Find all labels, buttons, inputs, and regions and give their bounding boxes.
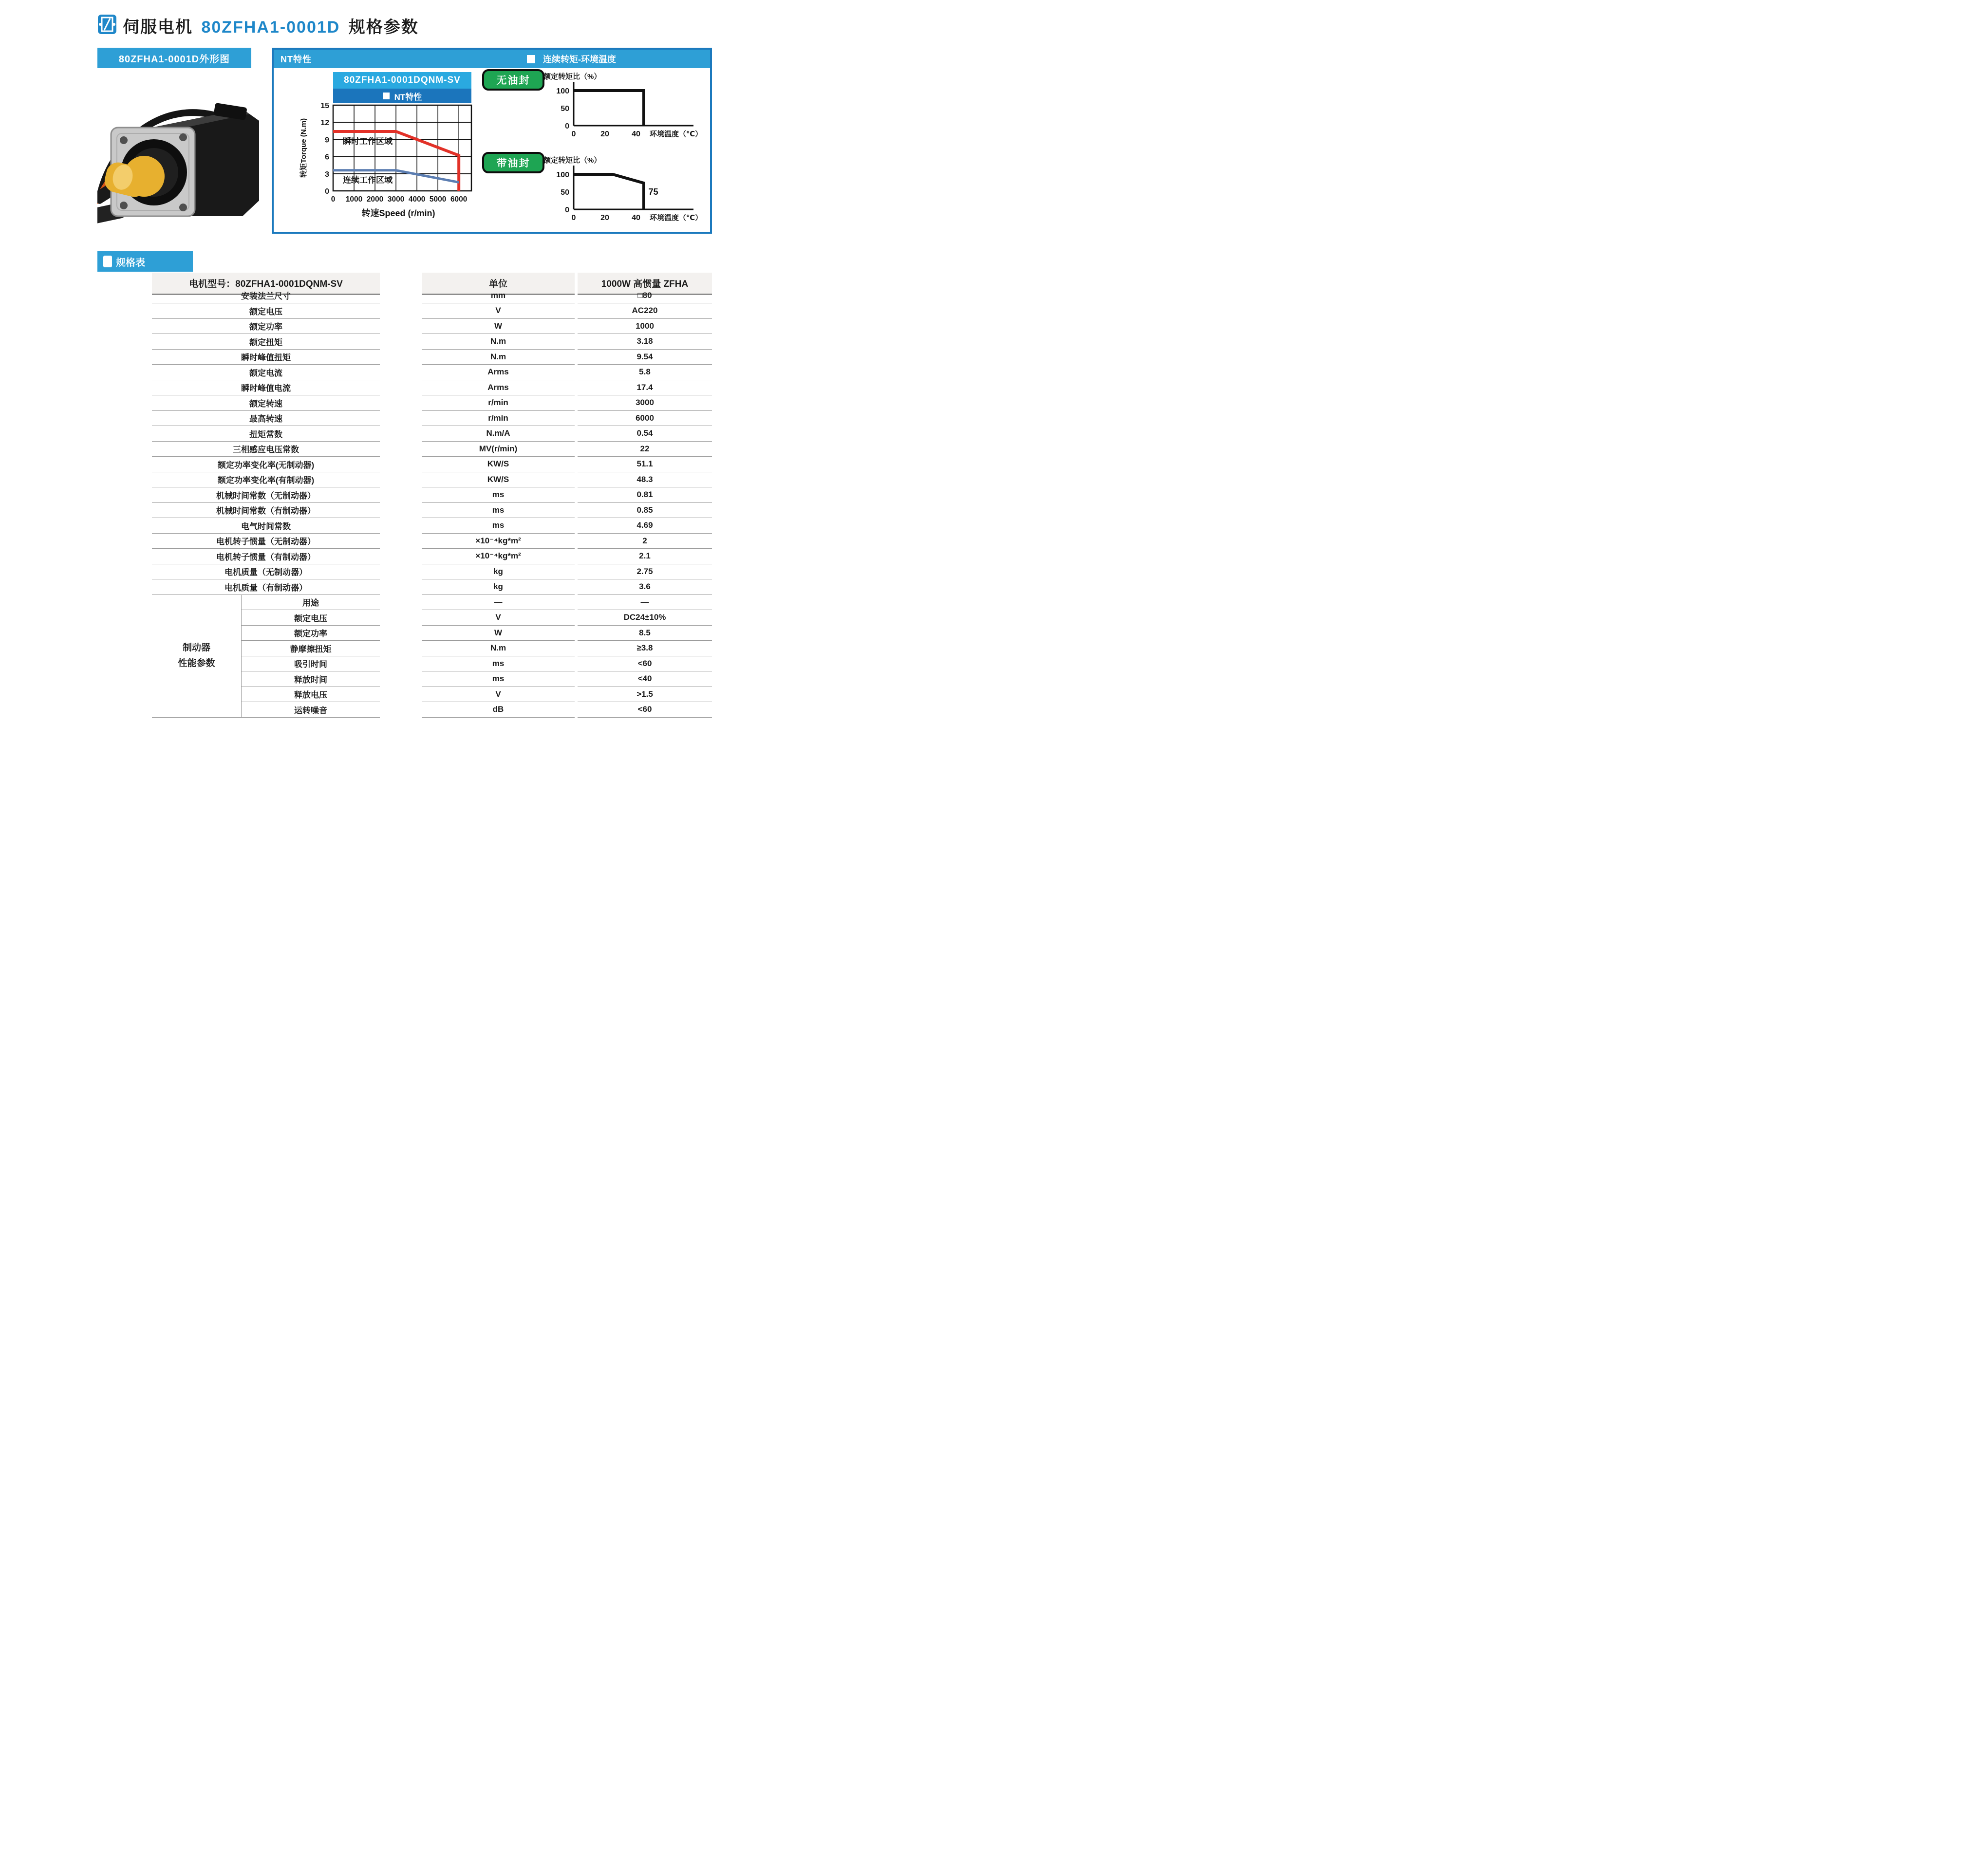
temp-ytick: 0	[565, 206, 569, 214]
no-oil-seal-button: 无油封	[482, 69, 544, 91]
brake-row-value: 8.5	[578, 626, 712, 641]
table-header-model: 电机型号：80ZFHA1-0001DQNM-SV	[152, 273, 380, 295]
brake-row-value: <60	[578, 702, 712, 718]
temp-xtick: 20	[600, 130, 609, 138]
nt-xtick: 1000	[345, 195, 363, 204]
temp-xtick: 0	[571, 214, 576, 222]
brake-row-name: 用途	[241, 595, 380, 611]
spec-row-unit: ms	[422, 518, 575, 534]
spec-row-unit: Arms	[422, 380, 575, 396]
spec-row-unit: ×10⁻⁴kg*m²	[422, 534, 575, 549]
spec-row-value: 1000	[578, 319, 712, 334]
brake-row-unit: ms	[422, 671, 575, 687]
spec-row-name: 电机转子惯量（有制动器）	[152, 549, 380, 564]
temp-ylabel: 额定转矩比（%）	[543, 156, 601, 165]
spec-row-unit: ms	[422, 487, 575, 503]
spec-row-name: 电机质量（有制动器）	[152, 579, 380, 595]
nt-chart-subtitle-bar	[333, 89, 471, 103]
spec-row-unit: ms	[422, 503, 575, 519]
with-oil-seal-button: 带油封	[482, 152, 544, 173]
nt-ytick: 6	[325, 153, 329, 162]
spec-row-name: 机械时间常数（有制动器）	[152, 503, 380, 519]
spec-row-unit: Arms	[422, 365, 575, 380]
brake-row-unit: W	[422, 626, 575, 641]
spec-banner-label: 规格表	[116, 257, 145, 268]
page-title-model: 80ZFHA1-0001D	[201, 18, 340, 37]
temp-xtick: 40	[632, 130, 640, 138]
spec-row-value: AC220	[578, 303, 712, 319]
temp-xtick: 0	[571, 130, 576, 138]
spec-row-unit: r/min	[422, 395, 575, 411]
spec-row-value: 2.1	[578, 549, 712, 564]
spec-row-name: 最高转速	[152, 411, 380, 427]
nt-ytick: 3	[325, 170, 329, 179]
brake-row-name: 额定电压	[241, 610, 380, 626]
brake-row-name: 释放电压	[241, 687, 380, 703]
motor-logo-icon	[97, 14, 117, 37]
temp-ytick: 50	[561, 105, 569, 113]
spec-row-value: 9.54	[578, 350, 712, 365]
spec-row-unit: N.m	[422, 350, 575, 365]
spec-row-name: 安装法兰尺寸	[152, 288, 380, 304]
spec-row-name: 扭矩常数	[152, 426, 380, 442]
nt-chart-block	[299, 72, 494, 223]
spec-row-name: 电机转子惯量（无制动器）	[152, 534, 380, 549]
temp-series	[574, 91, 644, 126]
nt-xtick: 0	[331, 195, 336, 204]
spec-row-unit: kg	[422, 579, 575, 595]
spec-row-name: 额定电压	[152, 303, 380, 319]
spec-row-unit: W	[422, 319, 575, 334]
nt-xtick: 5000	[429, 195, 447, 204]
temp-xlabel: 环境温度（℃）	[650, 130, 703, 138]
brake-row-unit: V	[422, 687, 575, 703]
spec-row-value: 17.4	[578, 380, 712, 396]
nt-xtick: 4000	[408, 195, 426, 204]
spec-row-value: 0.85	[578, 503, 712, 519]
spec-row-unit: ×10⁻⁴kg*m²	[422, 549, 575, 564]
spec-row-name: 瞬时峰值电流	[152, 380, 380, 396]
nt-xlabel: 转速Speed (r/min)	[361, 208, 435, 218]
spec-row-value: 3.18	[578, 334, 712, 350]
spec-row-name: 额定功率	[152, 319, 380, 334]
spec-table-banner	[97, 251, 193, 272]
spec-row-name: 额定扭矩	[152, 334, 380, 350]
temp-header-label: 连续转矩-环境温度	[543, 55, 616, 64]
nt-chart-title: 80ZFHA1-0001DQNM-SV	[333, 72, 471, 89]
white-square-icon	[103, 256, 112, 267]
spec-row-name: 三相感应电压常数	[152, 442, 380, 457]
nt-xtick: 2000	[366, 195, 384, 204]
brake-row-name: 运转噪音	[241, 702, 380, 718]
temp-ytick: 100	[556, 87, 569, 95]
brake-row-unit: N.m	[422, 641, 575, 656]
nt-panel-header	[274, 50, 710, 68]
spec-row-unit: N.m	[422, 334, 575, 350]
spec-row-name: 电气时间常数	[152, 518, 380, 534]
nt-ytick: 12	[320, 119, 329, 128]
spec-row-name: 额定电流	[152, 365, 380, 380]
spec-row-value: 3000	[578, 395, 712, 411]
nt-header-label: NT特性	[281, 55, 312, 64]
spec-row-unit: kg	[422, 564, 575, 580]
brake-row-value: <40	[578, 671, 712, 687]
flange-screw	[179, 133, 187, 141]
spec-row-value: 51.1	[578, 457, 712, 472]
temp-ytick: 0	[565, 122, 569, 130]
temp-ytick: 50	[561, 188, 569, 197]
spec-row-value: 2.75	[578, 564, 712, 580]
brake-row-name: 额定功率	[241, 626, 380, 641]
brake-group-label	[152, 595, 241, 718]
temp-xtick: 40	[632, 214, 640, 222]
white-square-icon	[383, 93, 390, 99]
spec-row-name: 额定转速	[152, 395, 380, 411]
page-title-prefix: 伺服电机	[123, 18, 193, 37]
spec-row-unit: KW/S	[422, 457, 575, 472]
temp-xtick: 20	[600, 214, 609, 222]
spec-row-unit: mm	[422, 288, 575, 304]
spec-row-value: 3.6	[578, 579, 712, 595]
spec-row-value: 22	[578, 442, 712, 457]
brake-row-value: DC24±10%	[578, 610, 712, 626]
nt-plot	[299, 103, 494, 220]
spec-row-unit: MV(r/min)	[422, 442, 575, 457]
spec-row-value: 5.8	[578, 365, 712, 380]
nt-ytick: 9	[325, 136, 329, 145]
brake-row-name: 静摩擦扭矩	[241, 641, 380, 656]
nt-ytick: 15	[320, 103, 329, 110]
brake-label-line: 性能参数	[178, 658, 215, 669]
spec-row-name: 额定功率变化率(有制动器)	[152, 472, 380, 488]
table-header-unit: 单位	[422, 273, 575, 295]
spec-row-value: □80	[578, 288, 712, 304]
nt-panel	[272, 48, 712, 234]
brake-row-unit: V	[422, 610, 575, 626]
brake-row-name: 吸引时间	[241, 656, 380, 672]
spec-row-value: 0.54	[578, 426, 712, 442]
brake-row-unit: —	[422, 595, 575, 611]
brake-row-name: 释放时间	[241, 671, 380, 687]
spec-row-unit: N.m/A	[422, 426, 575, 442]
spec-row-value: 2	[578, 534, 712, 549]
spec-row-name: 瞬时峰值扭矩	[152, 350, 380, 365]
datasheet-page	[0, 0, 786, 750]
brake-label-line: 制动器	[182, 642, 210, 653]
temp-ytick: 100	[556, 171, 569, 179]
doc-header	[97, 14, 419, 37]
outline-banner: 80ZFHA1-0001D外形图	[97, 48, 251, 68]
nt-panel-content	[274, 68, 710, 232]
temp-ylabel: 额定转矩比（%）	[543, 73, 601, 81]
spec-row-name: 额定功率变化率(无制动器)	[152, 457, 380, 472]
nt-region-label: 连续工作区域	[343, 175, 393, 185]
spec-row-unit: V	[422, 303, 575, 319]
nt-region-label: 瞬时工作区域	[343, 136, 393, 146]
white-square-icon	[527, 55, 535, 63]
flange-screw	[120, 136, 128, 144]
brake-row-value: —	[578, 595, 712, 611]
spec-row-name: 电机质量（无制动器）	[152, 564, 380, 580]
brake-row-value: <60	[578, 656, 712, 672]
spec-row-value: 0.81	[578, 487, 712, 503]
nt-xtick: 6000	[450, 195, 468, 204]
motor-photo	[97, 71, 261, 232]
spec-row-value: 48.3	[578, 472, 712, 488]
brake-row-unit: ms	[422, 656, 575, 672]
nt-ylabel: 转矩Torque (N.m)	[299, 118, 308, 178]
nt-xtick: 3000	[387, 195, 405, 204]
spec-row-value: 6000	[578, 411, 712, 427]
brake-row-unit: dB	[422, 702, 575, 718]
spec-row-unit: KW/S	[422, 472, 575, 488]
spec-row-unit: r/min	[422, 411, 575, 427]
page-title	[123, 14, 419, 37]
nt-ytick: 0	[325, 187, 329, 196]
spec-table	[152, 273, 712, 718]
temp-chart-with-seal	[543, 155, 710, 228]
spec-row-value: 4.69	[578, 518, 712, 534]
temp-chart-no-seal	[543, 71, 710, 144]
temp-header-group	[527, 53, 616, 65]
temp-annotation: 75	[648, 186, 658, 197]
brake-row-value: >1.5	[578, 687, 712, 703]
nt-chart-subtitle: NT特性	[394, 92, 422, 102]
brake-row-value: ≥3.8	[578, 641, 712, 656]
table-header-value: 1000W 高惯量 ZFHA	[578, 273, 712, 295]
flange-screw	[120, 202, 128, 209]
temp-xlabel: 环境温度（℃）	[650, 214, 703, 222]
spec-row-name: 机械时间常数（无制动器）	[152, 487, 380, 503]
page-title-suffix: 规格参数	[348, 18, 419, 37]
flange-screw	[179, 204, 187, 211]
temp-series	[574, 174, 644, 209]
